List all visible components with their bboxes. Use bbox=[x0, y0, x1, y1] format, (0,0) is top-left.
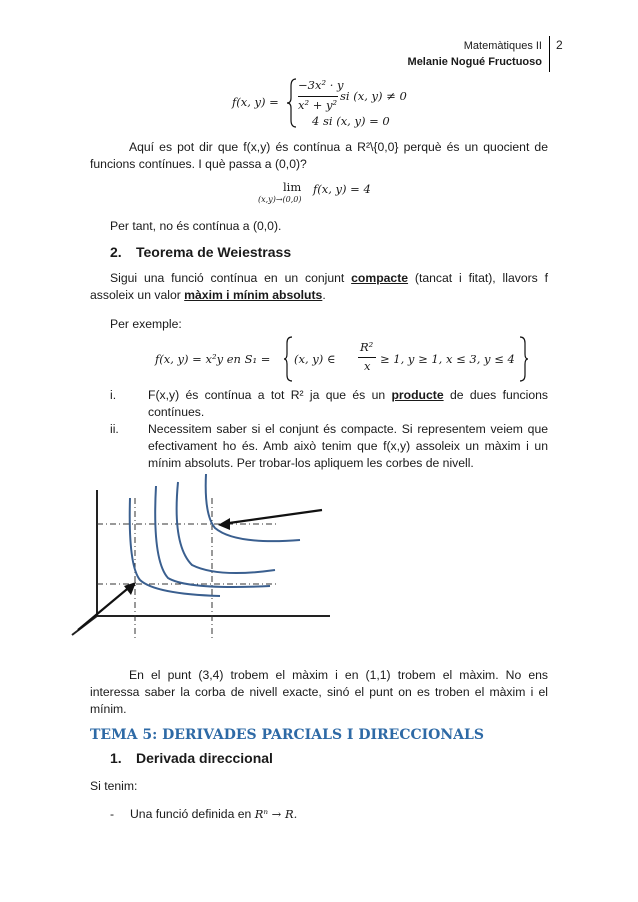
paragraph-theorem bbox=[90, 270, 548, 304]
si-tenim-label: Si tenim: bbox=[90, 779, 138, 793]
bullet-marker: - bbox=[110, 807, 115, 821]
fraction-bar bbox=[298, 96, 338, 97]
list-item-marker-2: ii. bbox=[110, 422, 119, 436]
formula-piecewise-lhs: f(x, y) = bbox=[232, 95, 279, 109]
arrow-to-max bbox=[222, 510, 322, 524]
limit-expression: f(x, y) = 4 bbox=[313, 182, 371, 196]
header-divider bbox=[549, 36, 550, 72]
limit-lim: lim bbox=[283, 180, 302, 194]
term-maxmin: màxim i mínim absoluts bbox=[184, 288, 323, 302]
formula-case1-denominator: x² + y² bbox=[298, 98, 338, 112]
formula-set-element: (x, y) ∈ bbox=[294, 352, 336, 366]
formula-set-conditions: ≥ 1, y ≥ 1, x ≤ 3, y ≤ 4 bbox=[380, 352, 515, 366]
formula-case2: 4 si (x, y) = 0 bbox=[312, 114, 390, 128]
formula-brace bbox=[286, 78, 298, 133]
formula-set-lhs: f(x, y) = x²y en S₁ = bbox=[155, 352, 271, 366]
section-heading-number: 2. bbox=[110, 244, 122, 260]
term-compacte: compacte bbox=[351, 271, 409, 285]
page-number: 2 bbox=[556, 38, 563, 52]
bullet-math: Rⁿ → R. bbox=[254, 807, 298, 821]
section-heading-weierstrass: Teorema de Weiestrass bbox=[136, 244, 292, 260]
example-label: Per exemple: bbox=[110, 317, 182, 331]
formula-case1-condition: si (x, y) ≠ 0 bbox=[340, 89, 407, 103]
formula-frac-num: R² bbox=[360, 340, 374, 354]
level-curve-4 bbox=[206, 474, 300, 541]
item1-part1: F(x,y) és contínua a tot R² ja que és un bbox=[148, 388, 392, 402]
paragraph-not-continuous: Per tant, no és contínua a (0,0). bbox=[110, 219, 282, 233]
theorem-text-part2: (tancat i fitat), llavors f assoleix un valor bbox=[90, 271, 548, 302]
list-item-marker-1: i. bbox=[110, 388, 117, 402]
section-heading-directional: Derivada direccional bbox=[136, 750, 273, 766]
bullet-item bbox=[130, 806, 297, 823]
term-producte: producte bbox=[391, 388, 444, 402]
set-brace-right bbox=[519, 336, 529, 387]
formula-case1-numerator: −3x² · y bbox=[298, 78, 344, 92]
header-course: Matemàtiques II bbox=[463, 40, 542, 52]
arrow-to-min bbox=[78, 585, 132, 630]
bullet-text: Una funció definida en bbox=[130, 807, 255, 821]
list-item-1 bbox=[148, 387, 548, 421]
section-heading-number-1: 1. bbox=[110, 750, 122, 766]
header-author: Melanie Nogué Fructuoso bbox=[407, 56, 542, 68]
chapter-title: TEMA 5: DERIVADES PARCIALS I DIRECCIONALS bbox=[90, 727, 484, 743]
limit-subscript: (x,y)→(0,0) bbox=[258, 195, 302, 204]
paragraph-conclusion: En el punt (3,4) trobem el màxim i en (1,1) trobem el màxim. No ens interessa saber la corba de nivell exacte, sinó el punt on es troben el màxim i el mínim. bbox=[90, 668, 548, 716]
formula-frac-den: x bbox=[364, 359, 371, 373]
arrow-head-max bbox=[218, 518, 230, 530]
theorem-text-part1: Sigui una funció contínua en un conjunt bbox=[110, 271, 352, 285]
list-item-2: Necessitem saber si el conjunt és compacte. Si representem veiem que efectivament ho és. Amb això tenim que f(x,y) assoleix un màxim i un mínim absoluts. Per trobar-los apliquem les corbes de nivell. bbox=[148, 422, 548, 470]
theorem-text-part3: . bbox=[322, 288, 326, 302]
set-brace-left bbox=[283, 336, 293, 387]
level-curves-diagram bbox=[60, 470, 340, 655]
item1-part2: de dues funcions contínues. bbox=[148, 388, 548, 419]
paragraph-continuity: Aquí es pot dir que f(x,y) és contínua a R²\{0,0} perquè és un quocient de funcions contínues. I què passa a (0,0)? bbox=[90, 140, 548, 171]
fraction-bar-2 bbox=[358, 357, 376, 358]
